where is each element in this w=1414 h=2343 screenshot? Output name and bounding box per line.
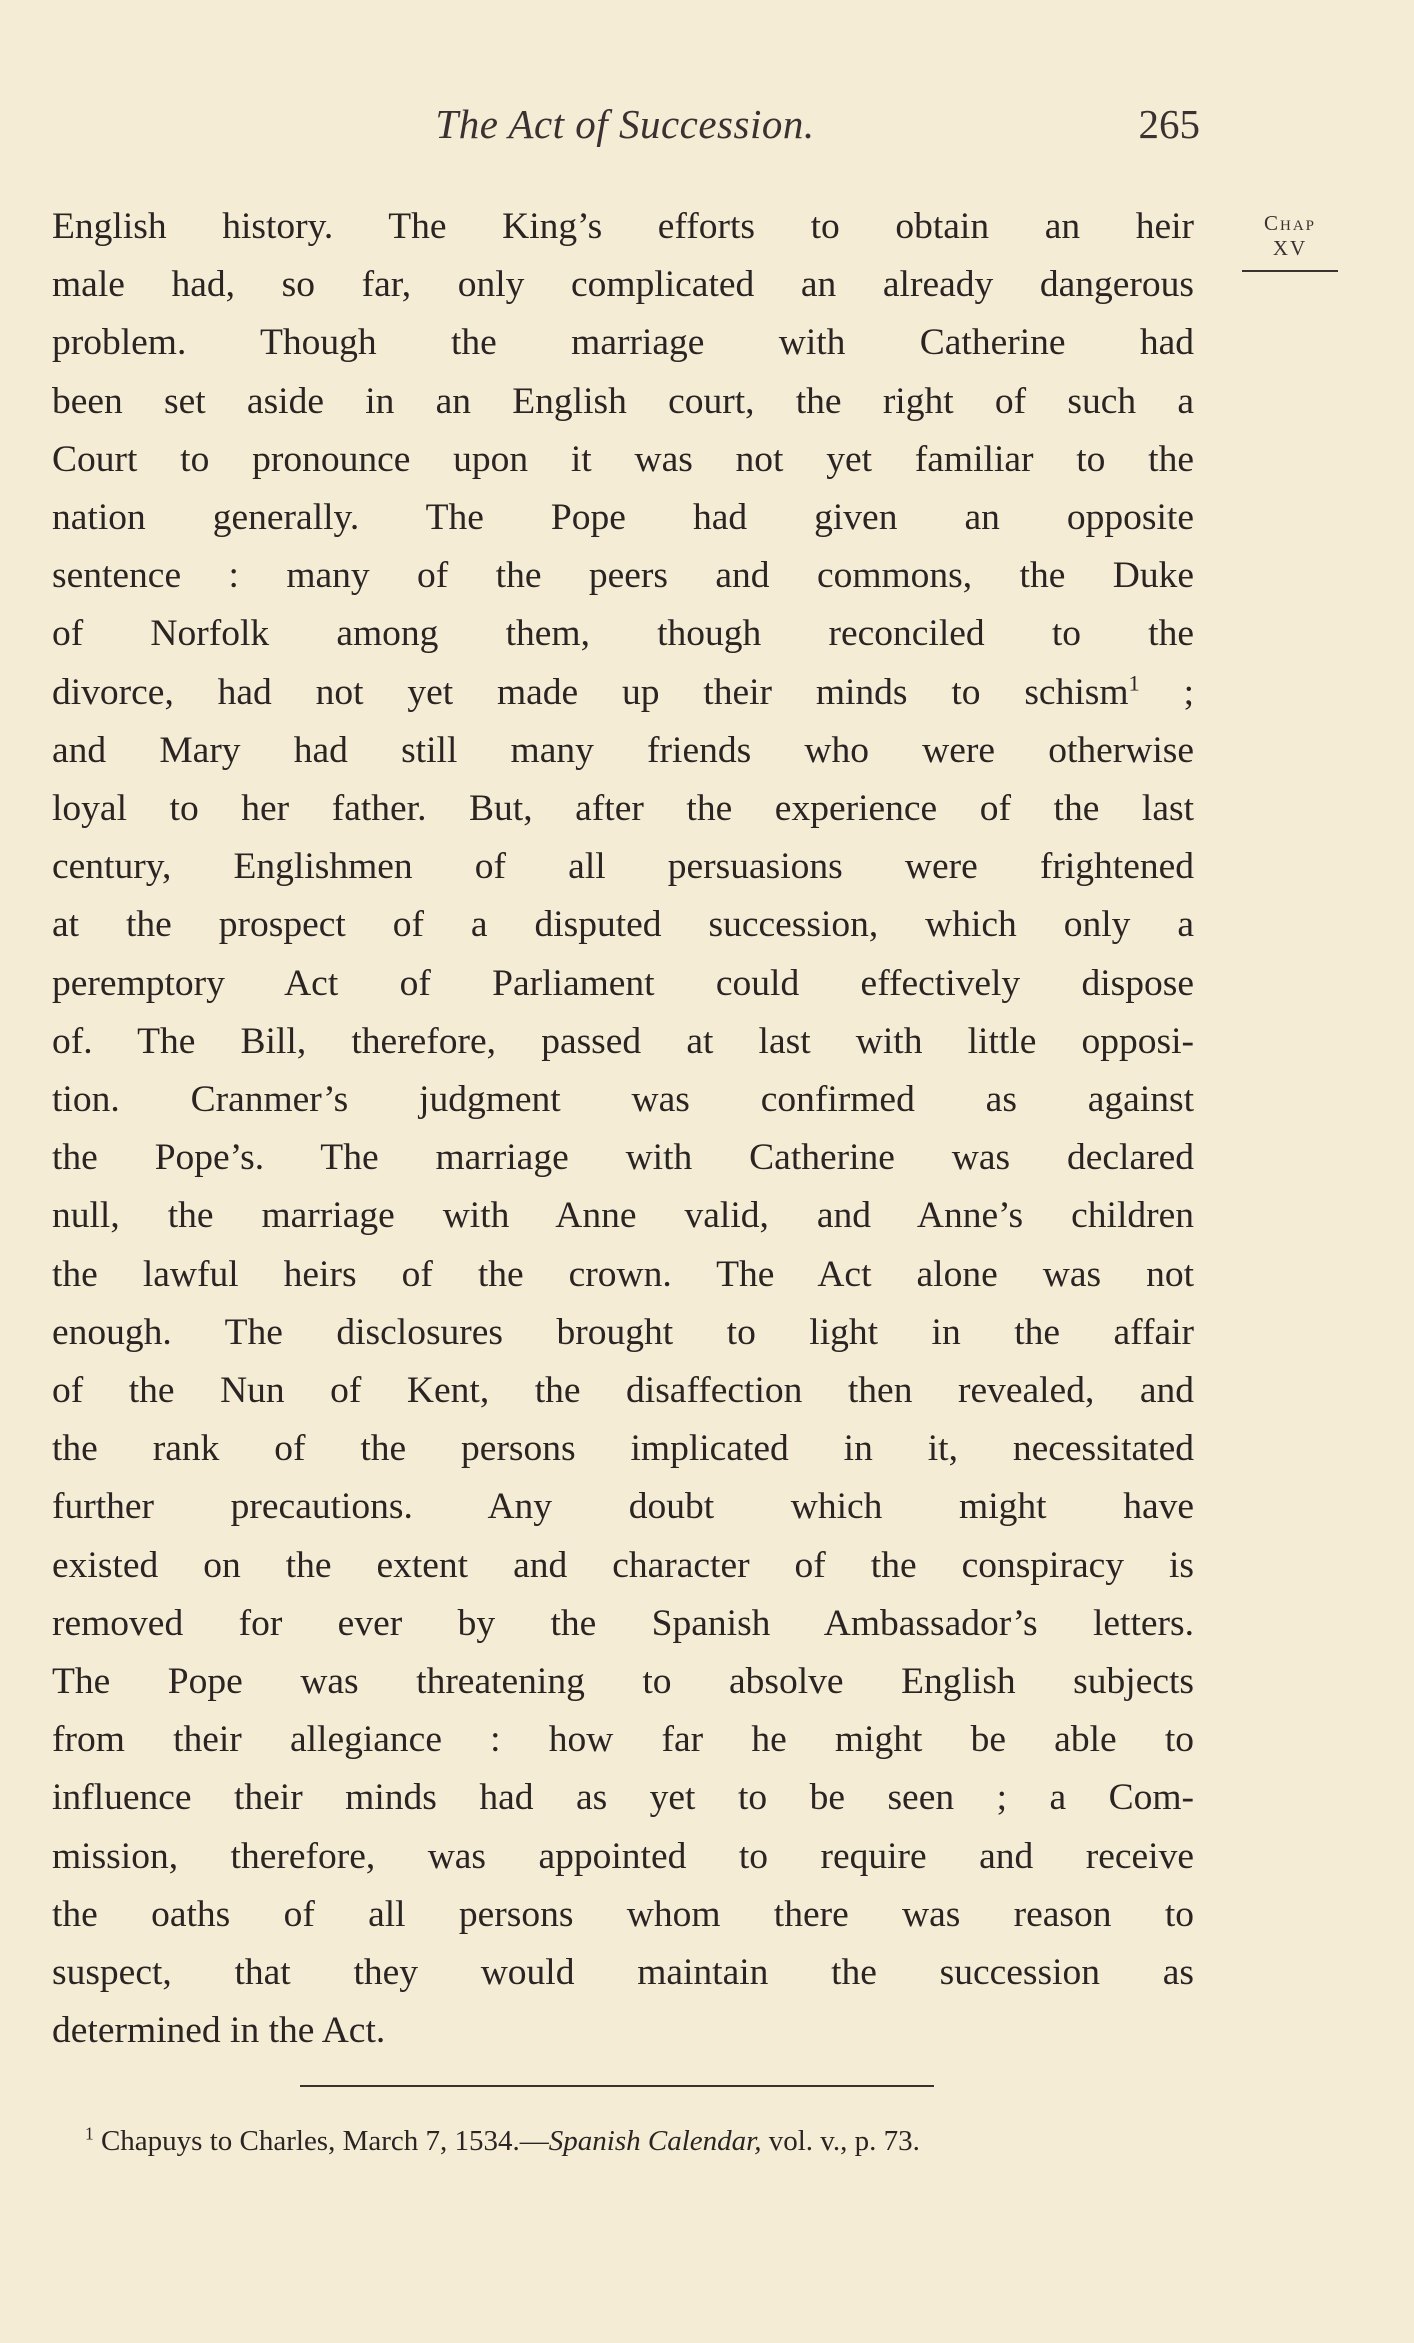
body-text	[52, 198, 1194, 2061]
footnote-rule	[300, 2085, 934, 2087]
text-line: of Norfolk among them, though reconciled to the	[52, 613, 1194, 655]
text-line-schism-tail: ;	[1139, 671, 1194, 713]
running-title: The Act of Succession.	[435, 101, 815, 147]
footnote	[85, 2125, 1195, 2158]
text-line: peremptory Act of Parliament could effectively dispose	[52, 962, 1194, 1004]
text-line: problem. Though the marriage with Catherine had	[52, 322, 1194, 364]
text-line: mission, therefore, was appointed to require and receive	[52, 1835, 1194, 1877]
text-line: influence their minds had as yet to be seen ; a Com-	[52, 1777, 1194, 1819]
text-line: nation generally. The Pope had given an opposite	[52, 497, 1194, 539]
text-line-schism-text: divorce, had not yet made up their minds to schism	[52, 671, 1129, 713]
text-line: The Pope was threatening to absolve English subjects	[52, 1661, 1194, 1703]
text-line: the rank of the persons implicated in it, necessitated	[52, 1428, 1194, 1470]
text-line: the oaths of all persons whom there was reason to	[52, 1893, 1194, 1935]
page-number: 265	[1138, 101, 1200, 147]
chapter-number: XV	[1272, 236, 1308, 260]
text-line: been set aside in an English court, the right of such a	[52, 380, 1194, 422]
text-line: existed on the extent and character of the conspiracy is	[52, 1544, 1194, 1586]
page-header	[50, 100, 1200, 160]
text-line: Court to pronounce upon it was not yet familiar to the	[52, 438, 1194, 480]
text-line: and Mary had still many friends who were otherwise	[52, 729, 1194, 771]
text-line: further precautions. Any doubt which might have	[52, 1486, 1194, 1528]
text-line: the lawful heirs of the crown. The Act alone was not	[52, 1253, 1194, 1295]
text-line: null, the marriage with Anne valid, and Anne’s children	[52, 1195, 1194, 1237]
text-line: loyal to her father. But, after the experience of the last	[52, 788, 1194, 830]
chapter-label: Chap	[1263, 211, 1316, 235]
chapter-margin-note	[1242, 210, 1338, 272]
text-line: male had, so far, only complicated an already dangerous	[52, 264, 1194, 306]
text-line: from their allegiance : how far he might be able to	[52, 1719, 1194, 1761]
margin-rule	[1242, 270, 1338, 272]
text-line: century, Englishmen of all persuasions were frightened	[52, 846, 1194, 888]
text-line: suspect, that they would maintain the succession as	[52, 1952, 1194, 1994]
footnote-citation: Spanish Calendar,	[548, 2125, 762, 2157]
text-line: removed for ever by the Spanish Ambassador’s letters.	[52, 1602, 1194, 1644]
footnote-tail: vol. v., p. 73.	[761, 2125, 920, 2157]
text-line: the Pope’s. The marriage with Catherine was declared	[52, 1137, 1194, 1179]
footnote-text: Chapuys to Charles, March 7, 1534.—	[93, 2125, 549, 2157]
text-line: sentence : many of the peers and commons, the Duke	[52, 555, 1194, 597]
text-line: at the prospect of a disputed succession, which only a	[52, 904, 1194, 946]
text-line: English history. The King’s efforts to obtain an heir	[52, 206, 1194, 247]
text-line: enough. The disclosures brought to light in the affair	[52, 1311, 1194, 1353]
footnote-marker: 1	[85, 2123, 94, 2144]
text-line: of the Nun of Kent, the disaffection then revealed, and	[52, 1370, 1194, 1412]
text-line: of. The Bill, therefore, passed at last with little opposi-	[52, 1020, 1194, 1062]
text-line: tion. Cranmer’s judgment was confirmed as against	[52, 1079, 1194, 1121]
text-line-schism	[52, 664, 1194, 722]
footnote-reference: 1	[1128, 670, 1140, 696]
text-line: determined in the Act.	[52, 2010, 386, 2052]
